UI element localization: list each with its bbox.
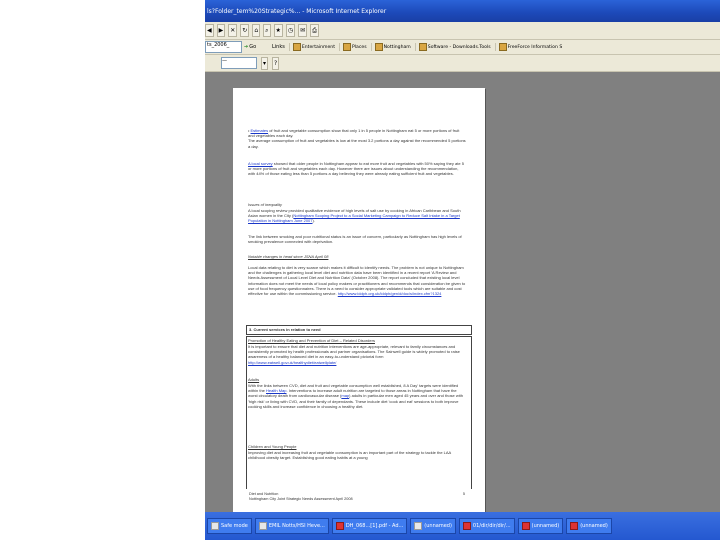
pdf-icon bbox=[336, 522, 344, 530]
scoping-link[interactable]: Nottingham Scoping Project to a Social Marketing Campaign to Reduce Salt Intake in a Target Population in Nottingham June 2007 bbox=[248, 213, 460, 224]
section-header-box bbox=[246, 325, 472, 335]
go-label: Go bbox=[249, 44, 257, 50]
link-item[interactable]: Entertainment bbox=[289, 43, 335, 51]
estimates-link[interactable]: Estimates bbox=[250, 128, 269, 133]
page-icon bbox=[499, 43, 507, 51]
local-data-paragraph: Local data relating to diet is very scarce which makes it difficult to identify needs. The problem is not unique to Nottingham and the challenges in gathering local level diet and nutrition data have been identified in a recent report 'A Review and Needs Assessment of Local Level Diet and Nutrition Data' (October 2008). The report concluded that existing local level information does not meet the needs of local policy makers or practitioners and recommends that consideration be given to use of food frequency questionnaires. There is a need to consider appropriate validated tools which are suitable and cost effective for use within the commissioning service. http://www.iddph.org.uk/iddph/gen/d/doc/s/index.cfm?1324 bbox=[248, 265, 466, 297]
pdf-toolbar bbox=[205, 55, 720, 72]
go-button[interactable] bbox=[244, 44, 266, 50]
pdf-icon bbox=[570, 522, 578, 530]
window-icon bbox=[259, 522, 267, 530]
back-button[interactable]: ◀ bbox=[205, 24, 214, 37]
window-icon bbox=[414, 522, 422, 530]
screen-area bbox=[205, 0, 720, 540]
pdf-icon bbox=[522, 522, 530, 530]
iddph-link[interactable]: http://www.iddph.org.uk/iddph/gen/d/doc/s/index.cfm?1324 bbox=[337, 291, 442, 297]
mail-button[interactable]: ✉ bbox=[298, 24, 307, 37]
favorites-button[interactable]: ★ bbox=[274, 24, 283, 37]
local-survey-paragraph: A local survey showed that older people in Nottingham appear to eat more fruit and vegetables with 50% saying they ate 5 or more portions of fruit and vegetables each day. However there are issues about understanding the recommendation, with 44% of those eating less than 5 portions a day believing they were already eating sufficient fruit and vegetables. bbox=[248, 161, 464, 177]
history-button[interactable]: ◷ bbox=[286, 24, 295, 37]
adults-heading: Adults bbox=[248, 377, 260, 382]
inequality-heading: Issues of inequality bbox=[248, 202, 283, 207]
section-3-title: 3. Current services in relation to need bbox=[249, 327, 321, 332]
promotion-paragraph: It is important to ensure that diet and nutrition interventions are age-appropriate, relevant to family circumstances and consistently promoted by health professionals and partner organisations. The Sainwell guide is widely promoted to raise awareness of a healthy balanced diet in an easy-to-understand pictorial form http://www.eatwell.gov.uk/healthydiet/eatwellplate/ bbox=[248, 344, 460, 365]
page-icon bbox=[293, 43, 301, 51]
map-link[interactable]: map bbox=[341, 393, 350, 399]
zoom-select[interactable]: — bbox=[221, 57, 257, 69]
window-title: ls?Folder_tem%20Strategic%... - Microsoft Internet Explorer bbox=[207, 7, 387, 15]
link-item[interactable]: FreeForce Information S bbox=[495, 43, 563, 51]
changes-heading: Notable changes in head since JSNA April 08 bbox=[248, 254, 329, 259]
help-icon[interactable]: ? bbox=[272, 57, 279, 70]
address-input[interactable]: ts_2006_ bbox=[205, 41, 242, 53]
links-bar bbox=[272, 43, 562, 51]
taskbar-item[interactable]: 01/dir/dir/dir/... bbox=[459, 518, 515, 534]
standard-toolbar bbox=[205, 22, 720, 40]
title-bar bbox=[205, 0, 720, 22]
page-number: 5 bbox=[462, 492, 465, 496]
children-heading: Children and Young People bbox=[248, 444, 297, 449]
adults-paragraph: With the links between CVD, diet and fruit and vegetable consumption well established, 8 A Day' targets were identified within the Health Map. Interventions to increase adult nutrition are targeted to those areas in Nottingham that have the worst circulatory death from cardiovascular disease (map) adults in particular men aged 45 years and over and those with 'high risk' or living with CVD, and their family of dependants. These include diet 'cook and eat' sessions to both improve cooking skills and increase confidence in choosing a healthy diet. bbox=[248, 383, 463, 409]
print-button[interactable]: ⎙ bbox=[310, 24, 319, 37]
page-icon bbox=[419, 43, 427, 51]
local-survey-link[interactable]: A local survey bbox=[248, 161, 273, 166]
taskbar-item[interactable]: (unnamed) bbox=[410, 518, 456, 534]
pdf-icon bbox=[463, 522, 471, 530]
links-label: Links bbox=[272, 44, 285, 50]
go-arrow-icon: ➔ bbox=[244, 44, 249, 50]
address-bar bbox=[205, 40, 720, 55]
window-icon bbox=[211, 522, 219, 530]
home-button[interactable]: ⌂ bbox=[252, 24, 260, 37]
taskbar-item[interactable]: DH_068...[1].pdf - Ad... bbox=[332, 518, 407, 534]
zoom-dropdown-icon[interactable]: ▾ bbox=[261, 57, 268, 70]
forward-button[interactable]: ▶ bbox=[217, 24, 226, 37]
scoping-paragraph: A local scoping review provided qualitative evidence of high levels of salt use by cooking in African Caribbean and South Asian women in the City (Nottingham Scoping Project to a Social Marketing Campaign to Reduce Salt Intake in a Target Population in Nottingham June 2007). bbox=[248, 208, 461, 224]
children-paragraph: Improving diet and increasing fruit and vegetable consumption is an important part of the strategy to tackle the LAA childhood obesity target. Establishing good eating habits at a young bbox=[248, 450, 452, 461]
footer-subtitle: Nottingham City Joint Strategic Needs Assessment April 2008 bbox=[249, 496, 353, 501]
page-footer bbox=[249, 492, 469, 502]
page-icon bbox=[375, 43, 383, 51]
page-icon bbox=[343, 43, 351, 51]
link-item[interactable]: Software - Downloads.Tools bbox=[415, 43, 491, 51]
taskbar bbox=[205, 512, 720, 540]
eatwell-link[interactable]: http://www.eatwell.gov.uk/healthydiet/eatwellplate/ bbox=[248, 359, 337, 365]
link-item[interactable]: Places bbox=[339, 43, 367, 51]
stop-button[interactable]: ✕ bbox=[228, 24, 237, 37]
search-button[interactable]: ⌕ bbox=[263, 24, 270, 37]
taskbar-item[interactable]: Safe mode bbox=[207, 518, 252, 534]
promotion-heading: Promotion of Healthy Eating and Prevention of Diet – Related Disorders bbox=[248, 338, 375, 343]
taskbar-item[interactable]: EMIL Notts/HSI Heve... bbox=[255, 518, 329, 534]
footer-title: Diet and Nutrition bbox=[249, 492, 279, 496]
taskbar-item[interactable]: (unnamed) bbox=[566, 518, 612, 534]
smoking-paragraph: The link between smoking and poor nutritional status is an issue of concern, particularly as Nottingham has high levels of smoking prevalence connected with deprivation. bbox=[248, 234, 462, 245]
link-item[interactable]: Nottingham bbox=[371, 43, 411, 51]
taskbar-item[interactable]: (unnamed) bbox=[518, 518, 564, 534]
pdf-page bbox=[233, 88, 485, 512]
refresh-button[interactable]: ↻ bbox=[240, 24, 249, 37]
bullet-estimates: • Estimates of fruit and vegetable consumption show that only 1 in 5 people in Nottingham eat 5 or more portions of fruit and vegetables each day. The average consumption of fruit and vegetables is low at the most 3.2 portions a day against the recommended 5 portions a day. bbox=[248, 128, 466, 149]
health-map-link[interactable]: Health Map bbox=[266, 388, 287, 394]
